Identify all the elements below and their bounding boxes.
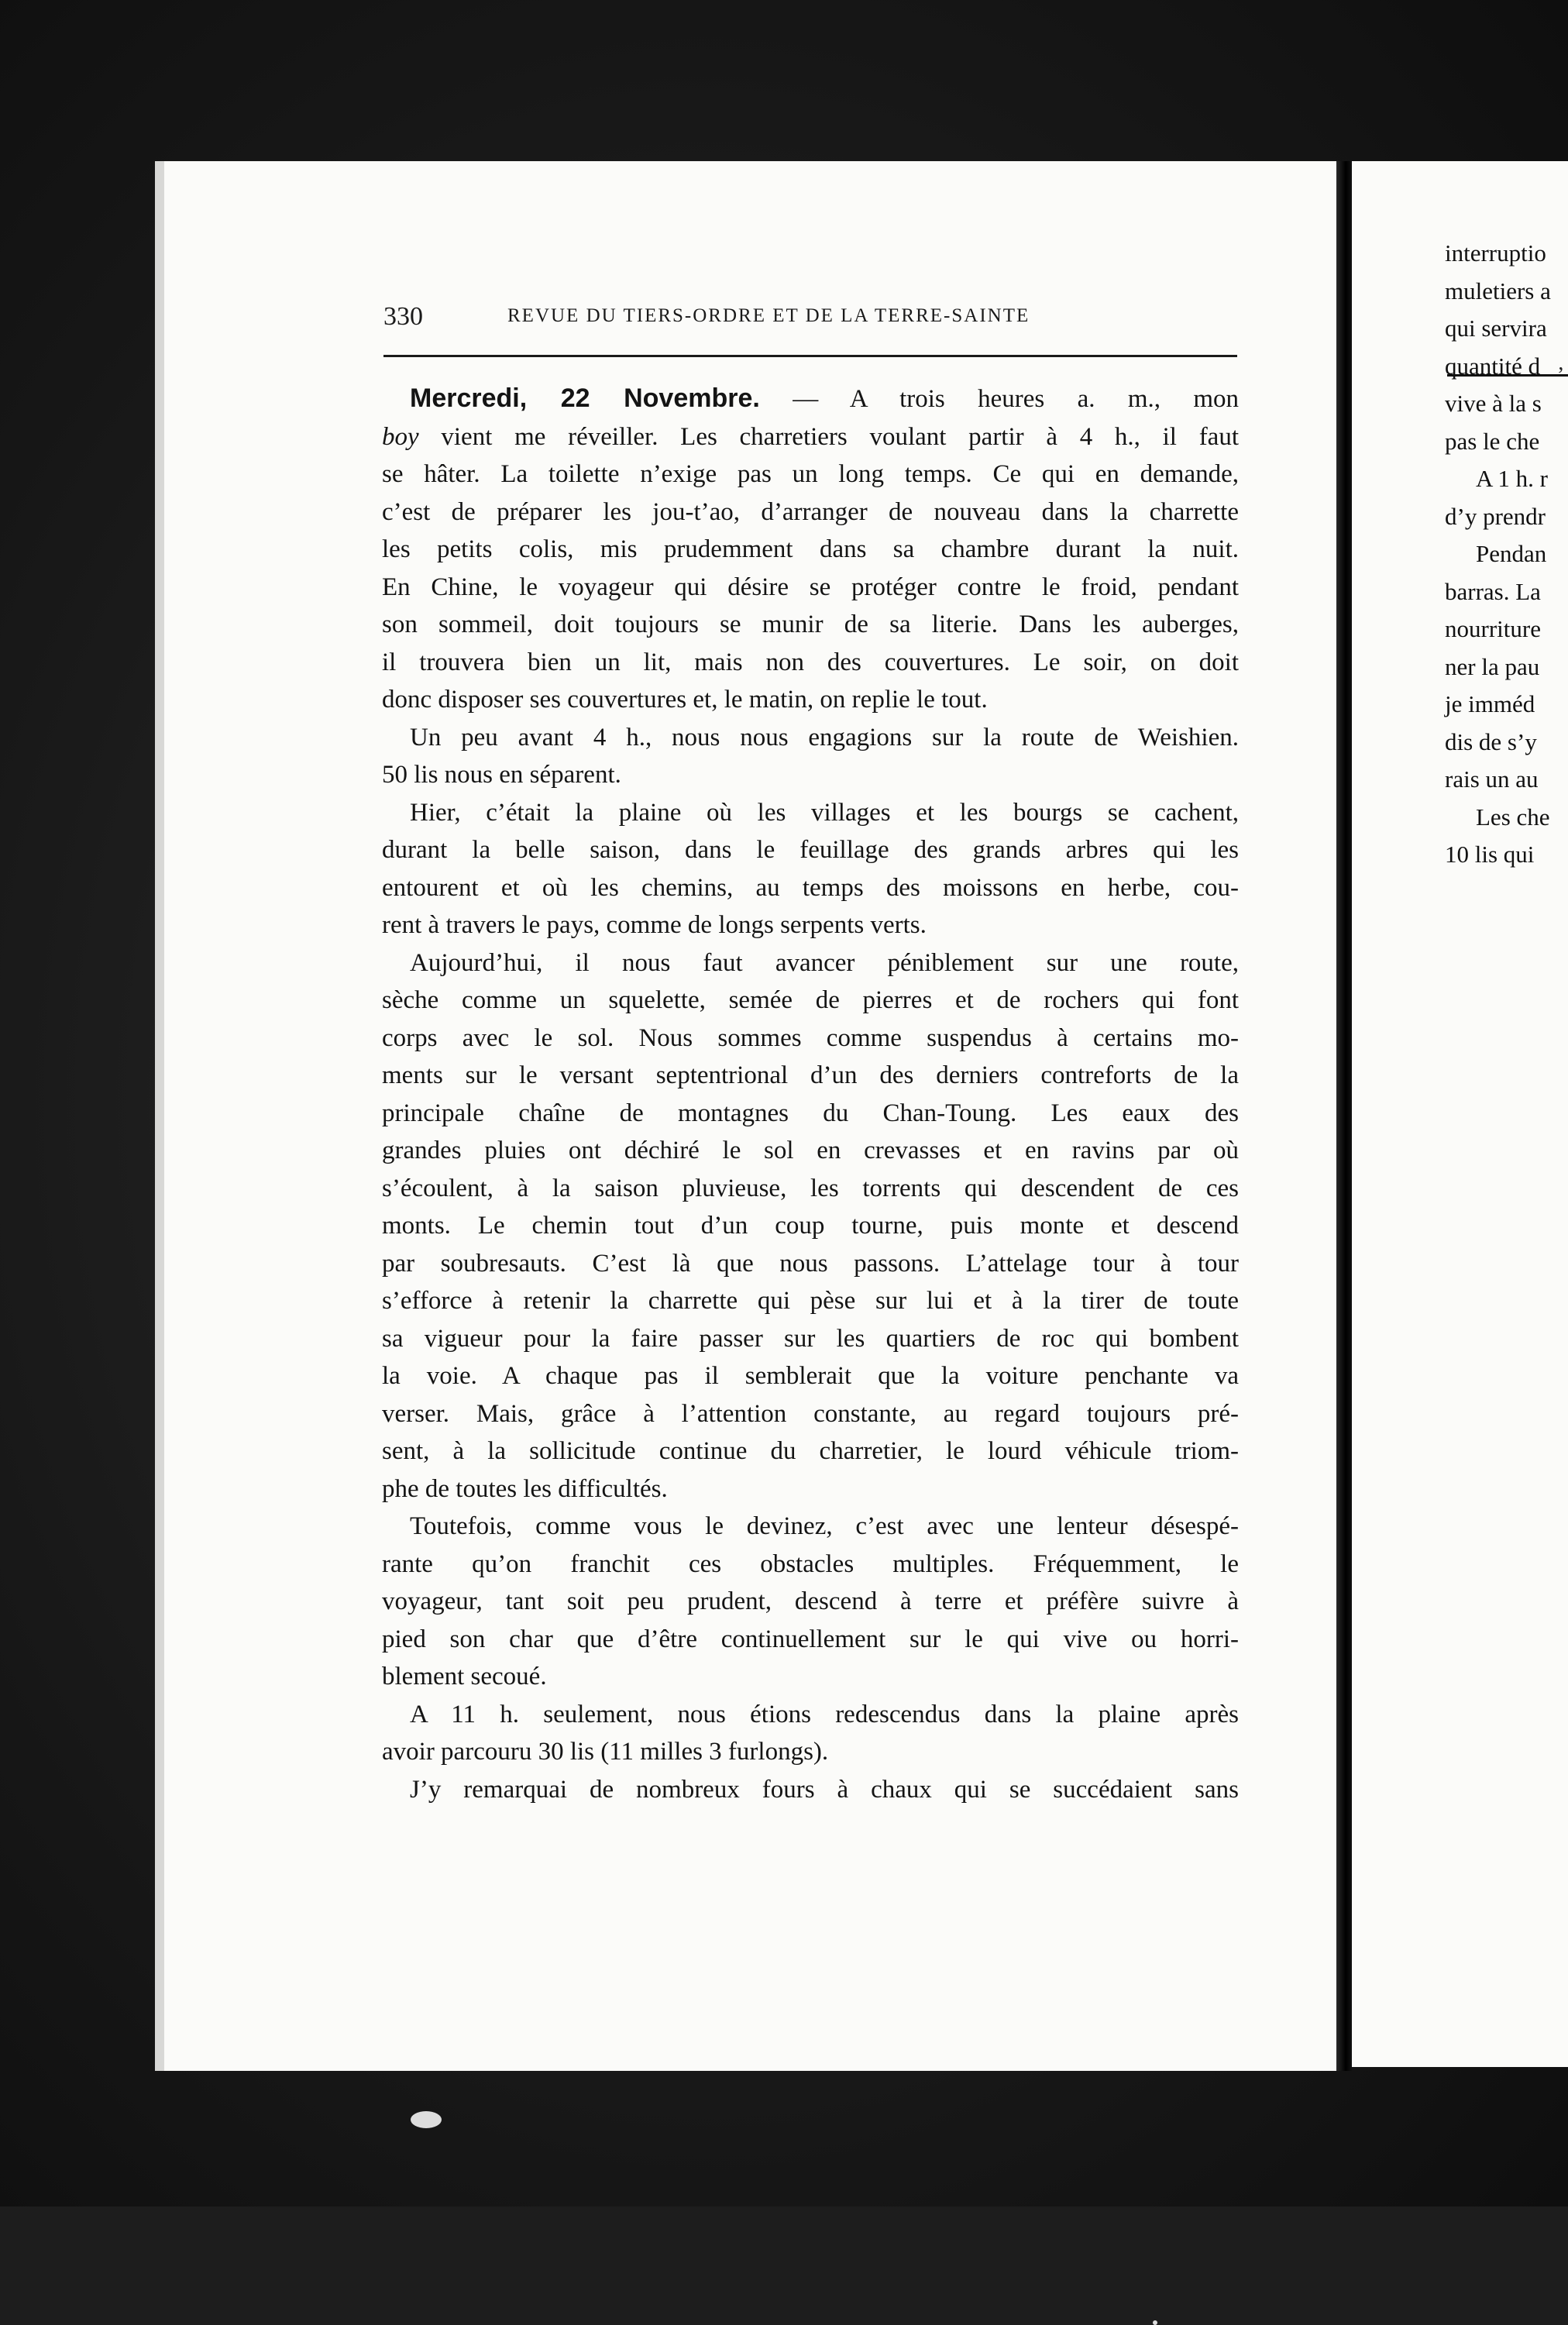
text-line: J’y remarquai de nombreux fours à chaux qui se succédaient sans bbox=[410, 1775, 1239, 1804]
text-line: rent à travers le pays, comme de longs serpents verts. bbox=[382, 911, 927, 939]
right-line: dis de s’y bbox=[1445, 727, 1537, 755]
text-line: blement secoué. bbox=[382, 1663, 547, 1690]
text-line: boy vient me réveiller. Les charretiers voulant partir à 4 h., il faut bbox=[382, 422, 1239, 451]
right-line: A 1 h. r bbox=[1476, 465, 1548, 492]
text-line: les petits colis, mis prudemment dans sa chambre durant la nuit. bbox=[382, 535, 1239, 563]
text-line: Toutefois, comme vous le devinez, c’est avec une lenteur désespé- bbox=[410, 1512, 1239, 1540]
text-line: sa vigueur pour la faire passer sur les quartiers de roc qui bombent bbox=[382, 1324, 1239, 1353]
page-edge bbox=[155, 161, 164, 2071]
right-line: d’y prendr bbox=[1445, 502, 1546, 530]
text-line: c’est de préparer les jou-t’ao, d’arranger de nouveau dans la charrette bbox=[382, 497, 1239, 526]
right-line: pas le che bbox=[1445, 427, 1540, 455]
text-line: voyageur, tant soit peu prudent, descend à terre et préfère suivre à bbox=[382, 1587, 1239, 1615]
text-line: grandes pluies ont déchiré le sol en crevasses et en ravins par où bbox=[382, 1137, 1239, 1164]
text-line: phe de toutes les difficultés. bbox=[382, 1474, 668, 1503]
text-line: il trouvera bien un lit, mais non des couvertures. Le soir, on doit bbox=[382, 648, 1239, 676]
text-line: la voie. A chaque pas il semblerait que la voiture penchante va bbox=[382, 1362, 1239, 1390]
text-line: monts. Le chemin tout d’un coup tourne, puis monte et descend bbox=[382, 1212, 1239, 1240]
text-line: Hier, c’était la plaine où les villages et les bourgs se cachent, bbox=[410, 798, 1239, 827]
page-body-text bbox=[382, 380, 1239, 1808]
right-line: 10 lis qui bbox=[1445, 841, 1535, 868]
text-line: sèche comme un squelette, semée de pierres et de rochers qui font bbox=[382, 986, 1239, 1014]
text-line: s’écoulent, à la saison pluvieuse, les torrents qui descendent de ces bbox=[382, 1174, 1239, 1202]
right-line: nourriture bbox=[1445, 615, 1541, 642]
text-line: durant la belle saison, dans le feuillage des grands arbres qui les bbox=[382, 836, 1239, 864]
right-line: ner la pau bbox=[1445, 652, 1540, 680]
text-line: avoir parcouru 30 lis (11 milles 3 furlongs). bbox=[382, 1738, 829, 1766]
scan-speck bbox=[1153, 2320, 1157, 2325]
right-line: je imméd bbox=[1445, 690, 1535, 717]
right-page-header-mark: ‚ bbox=[1557, 351, 1565, 375]
entry-date: Mercredi, 22 Novembre. bbox=[410, 383, 760, 413]
text-line: sent, à la sollicitude continue du charretier, le lourd véhicule triom- bbox=[382, 1437, 1239, 1465]
text-line: pied son char que d’être continuellement sur le qui vive ou horri- bbox=[382, 1625, 1239, 1653]
right-line: barras. La bbox=[1445, 577, 1541, 605]
text-line: verser. Mais, grâce à l’attention constante, au regard toujours pré- bbox=[382, 1399, 1239, 1428]
text-line: ments sur le versant septentrional d’un des derniers contreforts de la bbox=[382, 1061, 1239, 1089]
text-line: A 11 h. seulement, nous étions redescendus dans la plaine après bbox=[410, 1700, 1239, 1728]
right-line: qui servira bbox=[1445, 315, 1547, 342]
right-line: Les che bbox=[1476, 803, 1550, 831]
right-line: rais un au bbox=[1445, 765, 1539, 793]
text-line: par soubresauts. C’est là que nous passons. L’attelage tour à tour bbox=[382, 1249, 1239, 1278]
header-rule bbox=[383, 355, 1237, 357]
right-line: muletiers a bbox=[1445, 277, 1551, 304]
text-line: Un peu avant 4 h., nous nous engagions sur la route de Weishien. bbox=[410, 723, 1239, 751]
text-line: se hâter. La toilette n’exige pas un long temps. Ce qui en demande, bbox=[382, 460, 1239, 488]
text-line: 50 lis nous en séparent. bbox=[382, 761, 621, 789]
text-line: principale chaîne de montagnes du Chan-Toung. Les eaux des bbox=[382, 1099, 1239, 1127]
right-page-text bbox=[1445, 235, 1568, 874]
right-line: vive à la s bbox=[1445, 390, 1542, 417]
text-line: donc disposer ses couvertures et, le matin, on replie le tout. bbox=[382, 686, 988, 714]
text-line: s’efforce à retenir la charrette qui pèse sur lui et à la tirer de toute bbox=[382, 1287, 1239, 1315]
page-number: 330 bbox=[383, 302, 423, 331]
text-line: Mercredi, 22 Novembre. — A trois heures a. m., mon bbox=[410, 383, 1240, 413]
right-line: interruptio bbox=[1445, 239, 1546, 267]
scan-speck bbox=[411, 2111, 442, 2128]
text-line: son sommeil, doit toujours se munir de sa literie. Dans les auberges, bbox=[382, 610, 1239, 638]
book-gutter bbox=[1336, 161, 1352, 2071]
text-line: Aujourd’hui, il nous faut avancer péniblement sur une route, bbox=[410, 948, 1239, 977]
right-line: quantité d bbox=[1445, 352, 1541, 380]
text-line: rante qu’on franchit ces obstacles multiples. Fréquemment, le bbox=[382, 1549, 1239, 1578]
right-line: Pendan bbox=[1476, 540, 1547, 567]
italic-word: boy bbox=[382, 422, 419, 451]
running-title: REVUE DU TIERS-ORDRE ET DE LA TERRE-SAINTE bbox=[507, 305, 1030, 326]
text-line: entourent et où les chemins, au temps des moissons en herbe, cou- bbox=[382, 873, 1239, 902]
text-line: corps avec le sol. Nous sommes comme suspendus à certains mo- bbox=[382, 1023, 1239, 1052]
text-line: En Chine, le voyageur qui désire se protéger contre le froid, pendant bbox=[382, 573, 1239, 601]
